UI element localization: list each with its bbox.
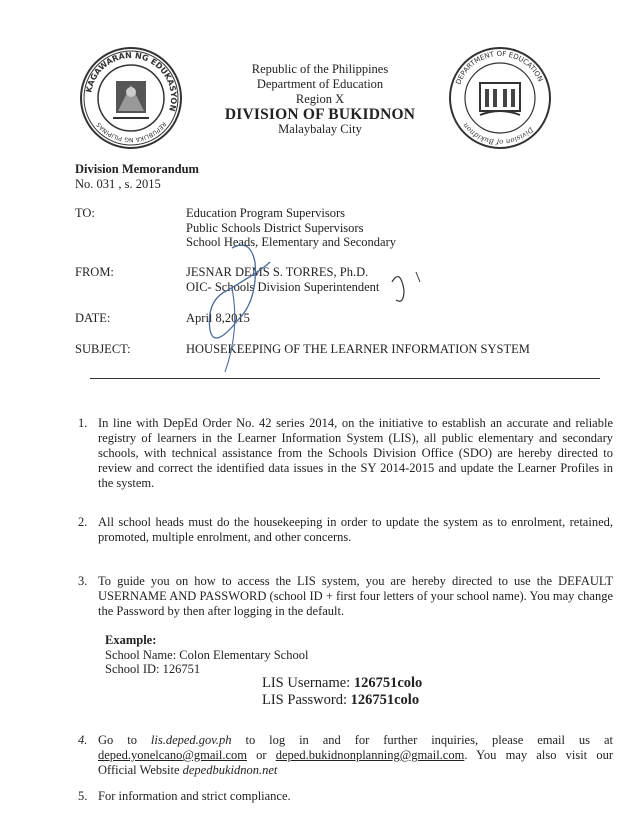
city-line: Malaybalay City — [278, 122, 362, 136]
email-link-1[interactable]: deped.yonelcano@gmail.com — [98, 748, 247, 762]
p4-text-b: to log in and for further inquiries, please email us at — [231, 733, 613, 747]
svg-text:DEPARTMENT OF EDUCATION: DEPARTMENT OF EDUCATION — [454, 49, 545, 86]
lis-credentials — [262, 675, 422, 709]
example-title: Example: — [105, 633, 157, 647]
to-recipients — [186, 206, 396, 250]
item-number: 3. — [78, 574, 88, 588]
p4-text-d: Official Website — [98, 763, 183, 777]
date-label: DATE: — [75, 311, 111, 325]
subject-value: HOUSEKEEPING OF THE LEARNER INFORMATION SYSTEM — [186, 342, 530, 356]
item-number: 1. — [78, 416, 88, 430]
paragraph-3 — [78, 574, 613, 622]
memo-heading — [75, 162, 199, 192]
from-label: FROM: — [75, 265, 114, 279]
website-link[interactable]: depedbukidnon.net — [182, 763, 278, 777]
lis-password-value: 126751colo — [350, 692, 420, 708]
paragraph-4 — [78, 733, 613, 781]
item-number: 5. — [78, 789, 88, 803]
svg-text:Division of Bukidnon: Division of Bukidnon — [461, 121, 535, 147]
division-seal-right — [447, 45, 553, 151]
region-line: Region X — [295, 92, 345, 106]
item-number: 2. — [78, 515, 88, 529]
example-block — [105, 633, 308, 677]
example-school-name: School Name: Colon Elementary School — [105, 647, 309, 662]
subject-label: SUBJECT: — [75, 342, 131, 356]
deped-seal-left — [78, 45, 184, 151]
letterhead — [200, 62, 440, 137]
paragraph-5 — [78, 789, 613, 805]
to-label: TO: — [75, 206, 95, 220]
department-line: Department of Education — [256, 77, 384, 91]
division-name: DIVISION OF BUKIDNON — [224, 106, 416, 123]
recipient-line: Public Schools District Supervisors — [186, 220, 364, 235]
svg-text:REPUBLIKA NG PILIPINAS: REPUBLIKA NG PILIPINAS — [95, 120, 168, 144]
email-link-2[interactable]: deped.bukidnonplanning@gmail.com — [275, 748, 465, 762]
p4-text-a: Go to — [98, 733, 151, 747]
recipient-line: Education Program Supervisors — [186, 206, 346, 220]
p4-text-c: . You may also visit our — [464, 748, 613, 762]
example-school-id: School ID: 126751 — [105, 662, 201, 676]
paragraph-2 — [78, 515, 613, 547]
lis-site-link[interactable]: lis.deped.gov.ph — [150, 733, 232, 747]
lis-username-label: LIS Username: — [262, 675, 354, 691]
header-divider — [90, 378, 600, 379]
paragraph-text-end — [98, 763, 613, 778]
p4-text-or: or — [246, 748, 276, 762]
paragraph-text: All school heads must do the housekeeping in order to update the system as to enrolment, retained, promoted, multiple enrolment, and other concerns. — [98, 515, 613, 544]
sender-title: OIC- Schools Division Superintendent — [186, 279, 380, 294]
republic-line: Republic of the Philippines — [251, 62, 389, 76]
paragraph-1 — [78, 416, 613, 496]
item-number: 4. — [78, 733, 88, 747]
paragraph-text: For information and strict compliance. — [98, 789, 291, 803]
paragraph-text: In line with DepEd Order No. 42 series 2014, on the initiative to establish an accurate and reliable registry of learners in the Learner Information System (LIS), all public elementary and secondary schools, with technical assistance from the Schools Division Office (SDO) are hereby directed to review and correct the identified data issues in the SY 2014-2015 and update the Learner Profiles in the system. — [98, 416, 613, 490]
from-sender — [186, 265, 379, 294]
svg-text:KAGAWARAN NG EDUKASYON: KAGAWARAN NG EDUKASYON — [84, 50, 179, 113]
memo-number: No. 031 , s. 2015 — [75, 177, 161, 191]
paragraph-text: To guide you on how to access the LIS system, you are hereby directed to use the DEFAULT USERNAME AND PASSWORD (school ID + first four letters of your school name). You may change the Password by then after logging in the default. — [98, 574, 613, 618]
paragraph-text — [98, 733, 613, 763]
date-value: April 8,2015 — [186, 311, 250, 325]
sender-name: JESNAR DEMS S. TORRES, Ph.D. — [186, 265, 369, 279]
lis-password-label: LIS Password: — [262, 692, 351, 708]
recipient-line: School Heads, Elementary and Secondary — [186, 235, 397, 249]
memo-title: Division Memorandum — [75, 162, 199, 176]
lis-username-value: 126751colo — [353, 675, 423, 691]
